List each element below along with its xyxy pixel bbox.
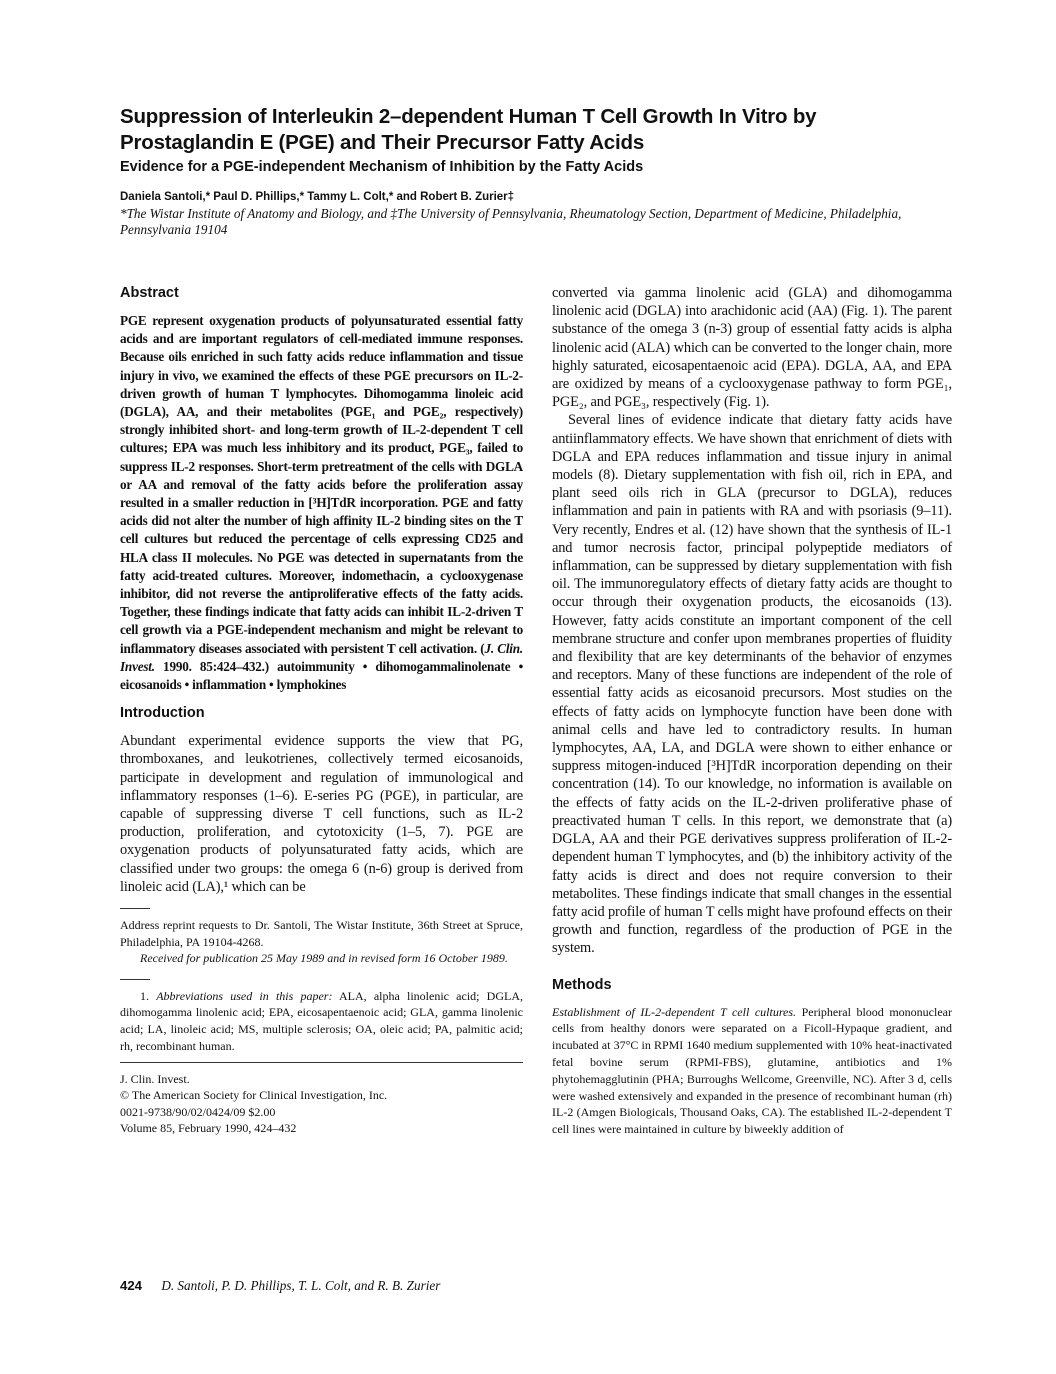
right-column (552, 284, 952, 1138)
methods-subheading: Establishment of IL-2-dependent T cell cultures. (552, 1004, 797, 1019)
page-footer (120, 1278, 440, 1294)
abstract-citation-journal: J. Clin. Invest. (120, 640, 524, 674)
abstract-heading: Abstract (120, 285, 179, 301)
abbrev-number: 1. (140, 988, 157, 1003)
left-column (120, 284, 523, 1136)
article-title: Suppression of Interleukin 2–dependent Human T Cell Growth In Vitro by Prostaglandin E (PGE) and Their Precursor Fatty Acids (120, 105, 817, 154)
abbrev-label: Abbreviations used in this paper: (156, 988, 333, 1003)
reprint-note: Address reprint requests to Dr. Santoli, The Wistar Institute, 36th Street at Spruce, Philadelphia, PA 19104-4268. (120, 918, 523, 949)
footer-authors: D. Santoli, P. D. Phillips, T. L. Colt, and R. B. Zurier (161, 1278, 441, 1293)
journal-name: J. Clin. Invest. (120, 1072, 190, 1087)
methods-text: Peripheral blood mononuclear cells from healthy donors were separated on a Ficoll-Hypaque gradient, and incubated at 37°C in RPMI 1640 medium supplemented with 10% heat-inactivated fetal bovine serum (RPMI-FBS), glutamine, antibiotics and 1% phytohemagglutinin (PHA; Burroughs Wellcome, Greenville, NC). After 3 d, cells were washed extensively and expanded in the presence of recombinant human (rh) IL-2 (Amgen Biologicals, Thousand Oaks, CA). The established IL-2-dependent T cell lines were maintained in culture by biweekly addition of (552, 1004, 952, 1137)
intro-continued-paragraph: converted via gamma linolenic acid (GLA) and dihomogamma linolenic acid (DGLA) into arachidonic acid (AA) (Fig. 1). The parent substance of the omega 3 (n-3) group of essential fatty acids is alpha linolenic acid (ALA) which can be converted to the longer chain, more highly saturated, eicosapentaenoic acid (EPA). DGLA, AA, and EPA are oxidized by means of a cyclooxygenase pathway to form PGE₁, PGE₂, and PGE₃, respectively (Fig. 1). (552, 285, 952, 411)
journal-issn: 0021-9738/90/02/0424/09 $2.00 (120, 1104, 276, 1119)
page-number: 424 (120, 1278, 143, 1293)
intro-evidence-paragraph: Several lines of evidence indicate that dietary fatty acids have antiinflammatory effects. We have shown that enrichment of diets with DGLA and EPA reduces inflammation and tissue injury in animal models (8). Dietary supplementation with fish oil, rich in EPA, and plant seed oils rich in GLA (precursor to DGLA), reduces inflammation and pain in patients with RA and with psoriasis (9–11). Very recently, Endres et al. (12) have shown that the synthesis of IL-1 and tumor necrosis factor, principal polypeptide mediators of inflammation, can be suppressed by dietary supplementation with fish oil. The immunoregulatory effects of dietary fatty acids are thought to occur through their oxygenation products, the eicosanoids (13). However, fatty acids constitute an important component of the cell membrane structure and confer upon membranes properties of fluidity and flexibility that are key determinants of the behavior of enzymes and receptors. Many of these functions are independent of the role of essential fatty acids as eicosanoid precursors. Most studies on the effects of fatty acids on lymphocyte function have been done with animal cells and have led to contradictory results. In human lymphocytes, AA, LA, and DGLA were shown to either enhance or suppress mitogen-induced [³H]TdR incorporation depending on their concentration (14). To our knowledge, no information is available on the effects of fatty acids on the IL-2-driven proliferative phase of preactivated human T cells. In this report, we demonstrate that (a) DGLA, AA and their PGE derivatives suppress proliferation of IL-2-dependent human T lymphocytes, and (b) the inhibitory activity of the fatty acids is direct and does not require conversion to their metabolites. These findings indicate that small changes in the essential fatty acid profile of human T cells might have profound effects on their growth and function, regardless of the production of PGE in the system. (552, 412, 952, 957)
author-affiliation: *The Wistar Institute of Anatomy and Biology, and ‡The University of Pennsylvania, Rheumatology Section, Department of Medicine, Philadelphia, Pennsylvania 19104 (120, 206, 902, 237)
introduction-heading: Introduction (120, 705, 205, 722)
journal-copyright: © The American Society for Clinical Investigation, Inc. (120, 1088, 388, 1103)
journal-info-divider (120, 1062, 523, 1063)
abstract-body (120, 312, 523, 694)
introduction-paragraph: Abundant experimental evidence supports the view that PG, thromboxanes, and leukotrienes, collectively termed eicosanoids, participate in development and regulation of immunological and inflammatory responses (1–6). E-series PG (PGE), in particular, are capable of suppressing diverse T cell functions, such as IL-2 production, proliferation, and cytotoxicity (1–5, 7). PGE are oxygenation products of polyunsaturated fatty acids, which are classified under two groups: the omega 6 (n-6) group is derived from linoleic acid (LA),¹ which can be (120, 733, 523, 895)
received-date-text: Received for publication 25 May 1989 and in revised form 16 October 1989. (140, 951, 508, 966)
footnote-divider (120, 908, 150, 909)
journal-volume: Volume 85, February 1990, 424–432 (120, 1120, 297, 1135)
abstract-citation-rest: 1990. 85:424–432.) autoimmunity • dihomogammalinolenate • eicosanoids • inflammation • lymphokines (120, 658, 523, 693)
author-list: Daniela Santoli,* Paul D. Phillips,* Tammy L. Colt,* and Robert B. Zurier‡ (120, 191, 515, 203)
abbreviation-divider (120, 979, 150, 980)
received-note (120, 950, 523, 967)
abstract-text: PGE represent oxygenation products of polyunsaturated essential fatty acids and are important regulators of cell-mediated immune responses. Because oils enriched in such fatty acids reduce inflammation and tissue injury in vivo, we examined the effects of these PGE precursors on IL-2-driven growth of human T lymphocytes. Dihomogamma linoleic acid (DGLA), AA, and their metabolites (PGE₁ and PGE₂, respectively) strongly inhibited short- and long-term growth of IL-2-dependent T cell cultures; EPA was much less inhibitory and its product, PGE₃, failed to suppress IL-2 responses. Short-term pretreatment of the cells with DGLA or AA and removal of the fatty acids before the proliferation assay resulted in a smaller reduction in [³H]TdR incorporation. PGE and fatty acids did not alter the number of high affinity IL-2 binding sites on the T cell cultures but reduced the percentage of cells expressing CD25 and HLA class II molecules. No PGE was detected in supernatants from the fatty acid-treated cultures. Moreover, indomethacin, a cyclooxygenase inhibitor, did not reverse the antiproliferative effects of the fatty acids. Together, these findings indicate that fatty acids can inhibit IL-2-driven T cell growth via a PGE-independent mechanism and might be relevant to inflammatory diseases associated with persistent T cell activation. ( (120, 313, 523, 656)
abbrev-text: ALA, alpha linolenic acid; DGLA, dihomogamma linolenic acid; EPA, eicosapentaenoic acid; GLA, gamma linolenic acid; LA, linoleic acid; MS, multiple sclerosis; OA, oleic acid; PA, palmitic acid; rh, recombinant human. (120, 988, 524, 1053)
abbreviations-footnote (120, 988, 523, 1054)
methods-paragraph (552, 1004, 952, 1138)
methods-heading: Methods (552, 976, 612, 993)
journal-info (120, 1071, 523, 1136)
article-subtitle: Evidence for a PGE-independent Mechanism of Inhibition by the Fatty Acids (120, 159, 644, 175)
